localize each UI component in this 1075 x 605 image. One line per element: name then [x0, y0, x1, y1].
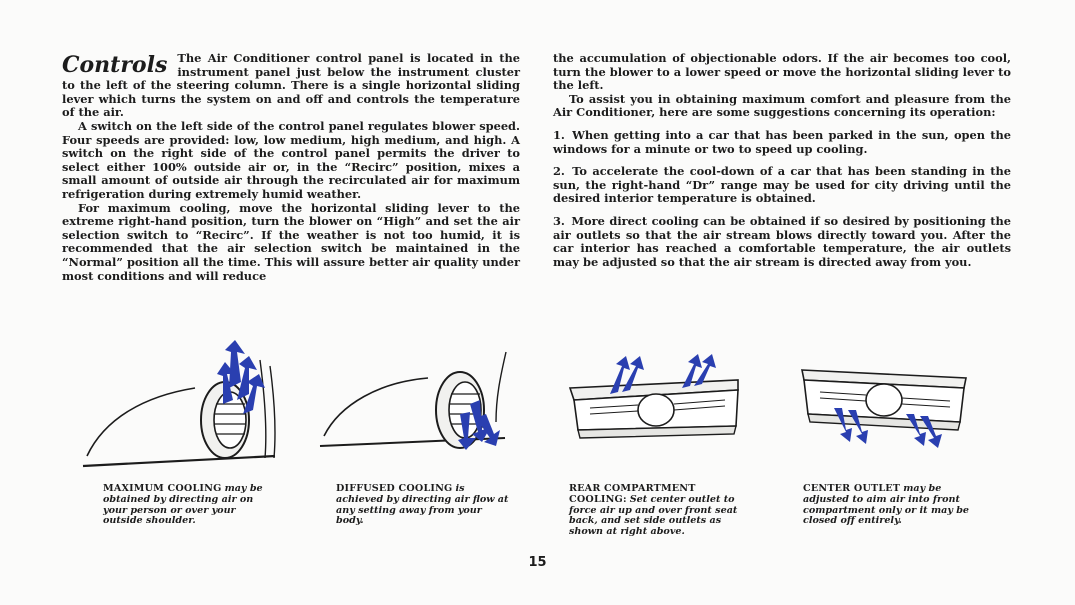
caption-rear-compartment [569, 484, 744, 538]
tip-number: 2. [553, 164, 565, 179]
blower-paragraph: A switch on the left side of the control panel regulates blower speed. Four speeds are provided: low, low medium, high medium, and high. A switch on the right side of the control panel permits the driver to select either 100% outside air or, in the “Recirc” position, mixes a small amount of outside air through the recirculated air for maximum refrigeration during extremely humid weather. [62, 118, 520, 201]
tip-number: 1. [553, 127, 565, 142]
suggestions-intro: To assist you in obtaining maximum comfort and pleasure from the Air Conditioner, here are some suggestions concerning its operation: [553, 91, 1011, 120]
caption-text: Set center outlet to force air up and over front seat back, and set side outlets as shown at right above. [569, 493, 738, 538]
tip-text: When getting into a car that has been parked in the sun, open the windows for a minute or two to speed up cooling. [553, 127, 1011, 156]
caption-text: may be adjusted to aim air into front compartment only or it may be closed off entirely. [803, 483, 970, 527]
tip-text: More direct cooling can be obtained if so desired by positioning the air outlets so that the air stream blows directly toward you. After the car interior has reached a comfortable temperature, the air outlets may be adjusted so that the air stream is directed away from you. [553, 213, 1012, 269]
odors-paragraph: the accumulation of objectionable odors. If the air becomes too cool, turn the blower to a lower speed or move the horizontal sliding lever to the left. [553, 51, 1011, 93]
figure-diffused-cooling [310, 338, 525, 478]
diffused-outlet-illustration [310, 338, 525, 478]
right-column [553, 52, 1011, 269]
figure-center-outlet [790, 338, 990, 478]
caption-center-outlet [803, 484, 973, 527]
center-outlet-up-illustration [560, 338, 760, 478]
caption-title: CENTER OUTLET [803, 483, 901, 494]
section-heading: Controls [62, 52, 168, 78]
caption-maximum-cooling [103, 484, 278, 527]
caption-text: may be obtained by directing air on your person or over your outside shoulder. [103, 483, 263, 527]
intro-text: The Air Conditioner control panel is located in the instrument panel just below the instrument cluster to the left of the steering column. There is a single horizontal sliding lever which turns the system on and off and controls the temperature of the air. [62, 51, 520, 120]
center-outlet-down-illustration [790, 338, 990, 478]
caption-diffused-cooling [336, 484, 511, 527]
left-column [62, 52, 520, 283]
caption-title: DIFFUSED COOLING [336, 483, 453, 494]
figure-maximum-cooling [75, 338, 290, 478]
intro-paragraph [62, 52, 520, 120]
max-cooling-paragraph: For maximum cooling, move the horizontal sliding lever to the extreme right-hand position, turn the blower on “High” and set the air selection switch to “Recirc”. If the weather is not too humid, it is recommended that the air selection switch be maintained in the “Normal” position all the time. This will assure better air quality under most conditions and will reduce [62, 200, 520, 283]
tip-item [553, 165, 1011, 206]
caption-text: is achieved by directing air flow at any setting away from your body. [336, 483, 509, 527]
caption-title: REAR COMPARTMENT COOLING: [569, 483, 696, 505]
caption-title: MAXIMUM COOLING [103, 483, 222, 494]
tip-item [553, 129, 1011, 156]
tip-text: To accelerate the cool-down of a car that has been standing in the sun, the right-hand “Dr” range may be used for city driving until the desired interior temperature is obtained. [553, 164, 1011, 206]
figure-rear-compartment [560, 338, 760, 478]
side-outlet-illustration [75, 338, 290, 478]
tip-item [553, 215, 1011, 269]
page-number: 15 [528, 555, 547, 570]
tip-number: 3. [553, 213, 565, 228]
